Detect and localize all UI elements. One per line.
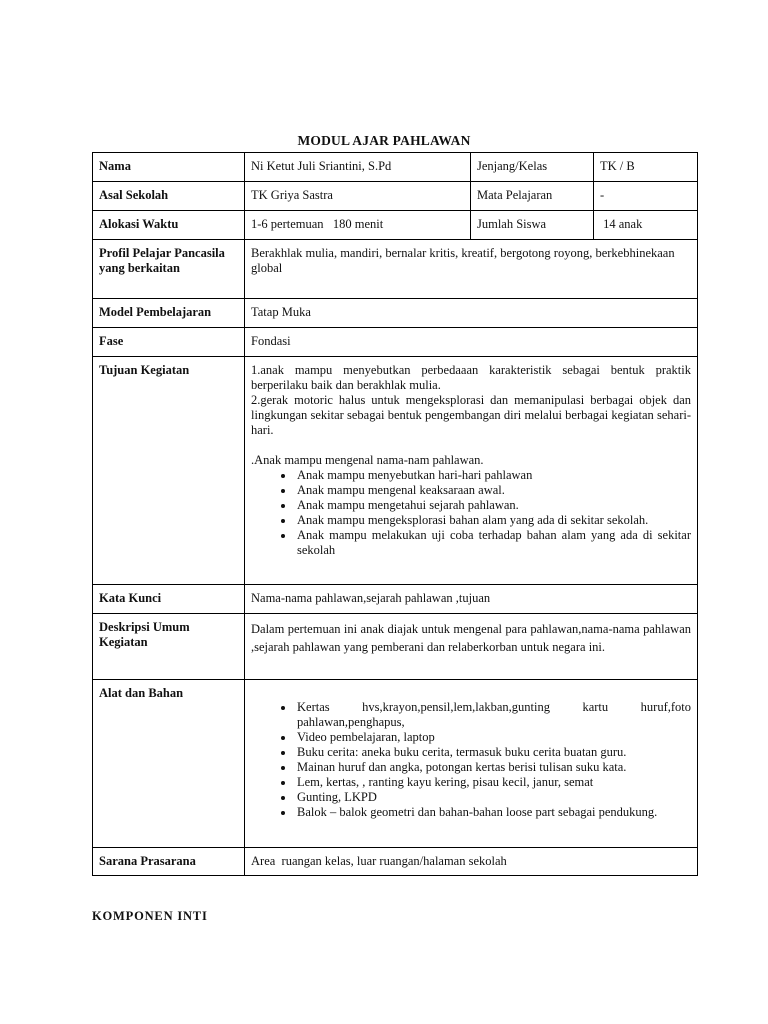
list-item: • Buku cerita: aneka buku cerita, termasuk buku cerita buatan guru. — [295, 745, 691, 760]
section-heading-komponen-inti: KOMPONEN INTI — [92, 909, 208, 923]
label-mata-pelajaran: Mata Pelajaran — [471, 182, 594, 211]
tujuan-paragraph-2: 2.gerak motoric halus untuk mengeksplorasi dan memanipulasi berbagai objek dan lingkungan sekitar sebagai bentuk pengembangan diri melalui berbagai kegiatan sehari-hari. — [251, 393, 691, 437]
value-asal-sekolah: TK Griya Sastra — [245, 182, 471, 211]
label-alokasi-waktu: Alokasi Waktu — [93, 211, 245, 240]
label-fase: Fase — [93, 328, 245, 357]
label-alat-bahan: Alat dan Bahan — [93, 680, 245, 848]
document-title: MODUL AJAR PAHLAWAN — [297, 133, 471, 148]
row-alokasi-waktu — [93, 211, 698, 240]
value-deskripsi-umum: Dalam pertemuan ini anak diajak untuk mengenal para pahlawan,nama-nama pahlawan ,sejarah pahlawan yang pemberani dan relaberkorban untuk negara ini. — [245, 614, 698, 680]
label-jenjang: Jenjang/Kelas — [471, 153, 594, 182]
row-alat-bahan — [93, 680, 698, 848]
value-sarana-prasarana: Area ruangan kelas, luar ruangan/halaman sekolah — [245, 848, 698, 876]
value-alat-bahan — [245, 680, 698, 848]
list-item: • Anak mampu mengetahui sejarah pahlawan. — [295, 498, 691, 513]
label-deskripsi-umum: Deskripsi Umum Kegiatan — [93, 614, 245, 680]
list-item: • Anak mampu mengenal keaksaraan awal. — [295, 483, 691, 498]
list-item: • Anak mampu melakukan uji coba terhadap bahan alam yang ada di sekitar sekolah — [295, 528, 691, 558]
tujuan-paragraph-1: 1.anak mampu menyebutkan perbedaaan karakteristik sebagai bentuk praktik berperilaku baik dan berakhlak mulia. — [251, 363, 691, 392]
value-alokasi-waktu: 1-6 pertemuan 180 menit — [245, 211, 471, 240]
value-jenjang: TK / B — [594, 153, 698, 182]
label-model-pembelajaran: Model Pembelajaran — [93, 299, 245, 328]
row-profil-pelajar — [93, 240, 698, 299]
label-nama: Nama — [93, 153, 245, 182]
value-jumlah-siswa: 14 anak — [594, 211, 698, 240]
alat-list — [251, 700, 691, 820]
list-item: • Kertas hvs,krayon,pensil,lem,lakban,gunting kartu huruf,foto pahlawan,penghapus, — [295, 700, 691, 730]
label-profil-pelajar: Profil Pelajar Pancasila yang berkaitan — [93, 240, 245, 299]
list-item: • Anak mampu menyebutkan hari-hari pahlawan — [295, 468, 691, 483]
row-deskripsi-umum — [93, 614, 698, 680]
tujuan-paragraph-3: .Anak mampu mengenal nama-nam pahlawan. — [251, 453, 484, 467]
value-mata-pelajaran: - — [594, 182, 698, 211]
list-item: • Gunting, LKPD — [295, 790, 691, 805]
row-fase — [93, 328, 698, 357]
value-kata-kunci: Nama-nama pahlawan,sejarah pahlawan ,tujuan — [245, 585, 698, 614]
value-tujuan-kegiatan — [245, 357, 698, 585]
label-jumlah-siswa: Jumlah Siswa — [471, 211, 594, 240]
label-sarana-prasarana: Sarana Prasarana — [93, 848, 245, 876]
list-item: • Lem, kertas, , ranting kayu kering, pisau kecil, janur, semat — [295, 775, 691, 790]
label-kata-kunci: Kata Kunci — [93, 585, 245, 614]
row-sarana-prasarana — [93, 848, 698, 876]
value-model-pembelajaran: Tatap Muka — [245, 299, 698, 328]
row-kata-kunci — [93, 585, 698, 614]
label-asal-sekolah: Asal Sekolah — [93, 182, 245, 211]
module-table — [92, 152, 698, 876]
row-model-pembelajaran — [93, 299, 698, 328]
value-profil-pelajar: Berakhlak mulia, mandiri, bernalar kritis, kreatif, bergotong royong, berkebhinekaan global — [245, 240, 698, 299]
row-tujuan-kegiatan — [93, 357, 698, 585]
row-nama — [93, 153, 698, 182]
tujuan-list — [251, 468, 691, 558]
list-item: • Anak mampu mengeksplorasi bahan alam yang ada di sekitar sekolah. — [295, 513, 691, 528]
row-asal-sekolah — [93, 182, 698, 211]
value-fase: Fondasi — [245, 328, 698, 357]
list-item: • Balok – balok geometri dan bahan-bahan loose part sebagai pendukung. — [295, 805, 691, 820]
list-item: • Mainan huruf dan angka, potongan kertas berisi tulisan suku kata. — [295, 760, 691, 775]
label-tujuan-kegiatan: Tujuan Kegiatan — [93, 357, 245, 585]
value-nama: Ni Ketut Juli Sriantini, S.Pd — [245, 153, 471, 182]
list-item: • Video pembelajaran, laptop — [295, 730, 691, 745]
